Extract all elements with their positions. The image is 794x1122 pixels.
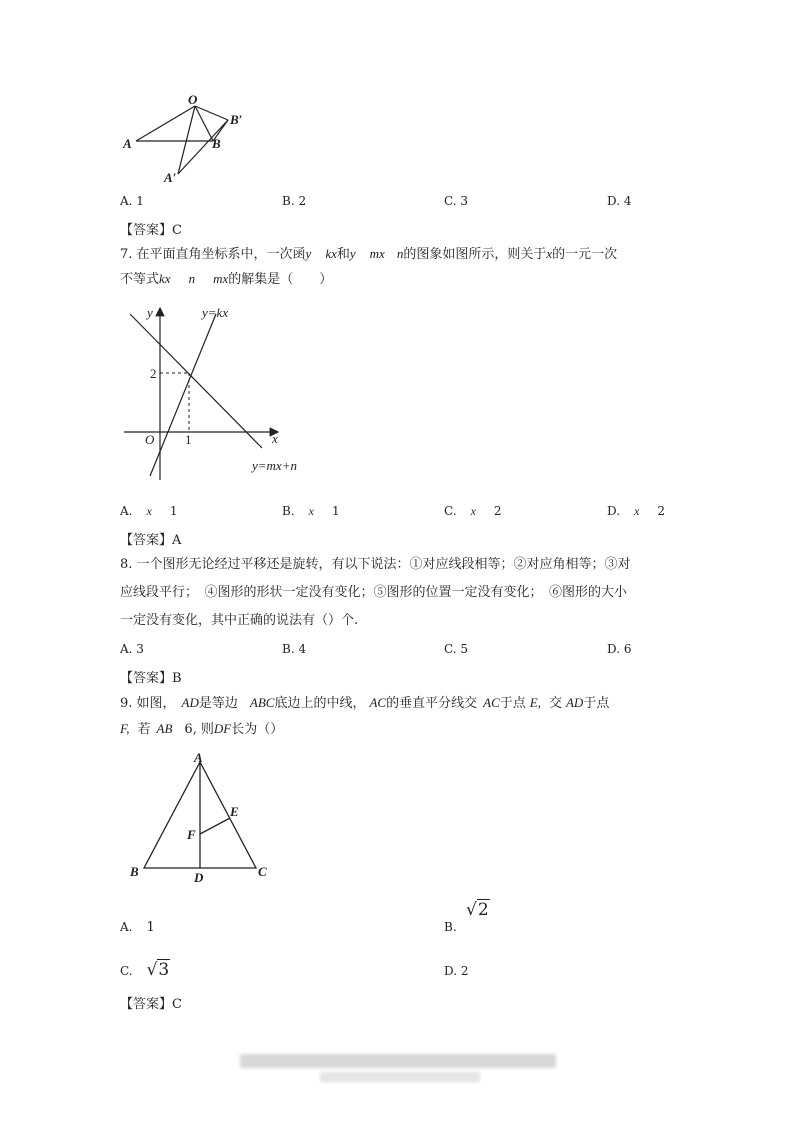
label-B: B: [212, 136, 221, 151]
label-y-axis: y: [147, 305, 153, 320]
q9-text-g: 于点: [583, 696, 610, 711]
q9-option-d[interactable]: D. 2: [444, 964, 469, 978]
line-y-mx-n: [130, 314, 262, 448]
q8-option-a[interactable]: A. 3: [120, 642, 144, 656]
q9-text-b: 是等边: [198, 696, 238, 711]
q7-option-a[interactable]: [120, 504, 177, 519]
q7-option-b[interactable]: [282, 504, 340, 519]
q9-option-a-val: 1: [146, 920, 155, 935]
label-A: A: [194, 750, 203, 765]
q7-text-a: 7. 在平面直角坐标系中，一次函: [120, 247, 306, 262]
sqrt-icon: √: [466, 900, 477, 920]
q6-option-c[interactable]: C. 3: [444, 194, 469, 208]
q6-option-b[interactable]: B. 2: [282, 194, 307, 208]
q7-text-he: 和: [336, 247, 350, 262]
q9-var-ABC: ABC: [249, 695, 275, 710]
figure-q9-triangle: [124, 748, 284, 888]
label-F: F: [187, 827, 196, 842]
q9-text-e: 于点: [499, 696, 526, 711]
label-B: B: [130, 864, 139, 879]
q9-val-6: 6,: [184, 722, 197, 737]
q9-var-E: E,: [529, 695, 541, 710]
segment-FE: [200, 818, 230, 834]
q7-option-b-var: x: [308, 504, 314, 518]
label-E: E: [230, 804, 239, 819]
q9-var-AD: AD: [181, 695, 199, 710]
label-line-kx: y=kx: [202, 305, 229, 320]
q7-text-c: 的一元一次: [552, 247, 618, 262]
q7-var-y2: y: [349, 246, 356, 261]
q9-option-a-label: A.: [120, 920, 133, 934]
segment-OBprime: [195, 106, 228, 120]
segment-OA: [136, 106, 195, 141]
q9-text-ruo: 若: [137, 722, 151, 737]
q9-text-c: 底边上的中线，: [274, 696, 366, 711]
q7-option-b-label: B.: [282, 504, 295, 518]
q7-var-n2: n: [188, 271, 196, 286]
q9-var-AD2: AD: [565, 695, 584, 710]
q9-text-a: 9. 如图，: [120, 696, 176, 711]
label-O: O: [188, 92, 198, 107]
q9-line1: [120, 694, 609, 713]
q7-var-mx: mx: [369, 246, 385, 261]
q7-option-d-var: x: [634, 504, 640, 518]
q7-line1: [120, 245, 617, 264]
q9-var-AB: AB: [156, 721, 173, 736]
figure-q7-graph: [118, 298, 318, 488]
q9-option-b-sqrt: [466, 900, 490, 920]
label-C: C: [258, 864, 267, 879]
q9-option-c-sqrt: [147, 959, 171, 980]
q7-var-x: x: [546, 246, 553, 261]
q7-option-c-val: 2: [493, 504, 502, 518]
q7-text-l2b: 的解集是（ ）: [228, 272, 333, 287]
sqrt-icon: √: [146, 960, 158, 980]
q8-line3: 一定没有变化，其中正确的说法有（）个.: [120, 613, 359, 628]
q9-option-c[interactable]: [120, 960, 170, 980]
q9-option-a[interactable]: [120, 920, 155, 935]
q9-var-AC: AC: [369, 695, 387, 710]
q6-answer: 【答案】C: [120, 223, 182, 238]
q8-answer: 【答案】B: [120, 671, 182, 686]
q9-text-ze: 则: [200, 722, 214, 737]
q7-var-y1: y: [305, 246, 312, 261]
q9-option-c-label: C.: [120, 964, 133, 978]
q9-line2: [120, 720, 283, 739]
q9-text-c2: 长为（）: [231, 722, 284, 737]
q8-option-d[interactable]: D. 6: [607, 642, 632, 656]
q7-option-d[interactable]: [607, 504, 665, 519]
q7-var-mx2: mx: [213, 271, 229, 286]
q7-option-b-val: 1: [331, 504, 340, 518]
q8-option-b[interactable]: B. 4: [282, 642, 307, 656]
q7-option-d-label: D.: [607, 504, 621, 518]
q9-option-b-val: 2: [477, 900, 489, 920]
q9-option-b-label: B.: [444, 920, 457, 934]
label-B-prime: B′: [230, 112, 243, 127]
segment-OAprime: [178, 106, 195, 174]
q6-option-d[interactable]: D. 4: [607, 194, 632, 208]
q7-var-kx2: kx: [159, 271, 171, 286]
q7-option-c-label: C.: [444, 504, 457, 518]
label-D: D: [194, 870, 204, 885]
label-tick-1: 1: [185, 432, 192, 447]
q7-option-a-var: x: [146, 504, 152, 518]
q9-var-DF: DF: [213, 721, 232, 736]
q9-var-AC2: AC: [483, 695, 500, 710]
q8-option-c[interactable]: C. 5: [444, 642, 469, 656]
label-line-mxn: y=mx+n: [252, 458, 297, 473]
q9-var-F: F,: [120, 721, 130, 736]
label-A: A: [123, 136, 132, 151]
q7-option-c[interactable]: [444, 504, 502, 519]
q7-option-c-var: x: [470, 504, 476, 518]
label-A-prime: A′: [164, 170, 177, 185]
label-tick-2: 2: [150, 366, 157, 381]
q7-var-kx: kx: [325, 246, 337, 261]
figure-q6-rotation: [118, 92, 258, 188]
q7-var-n: n: [396, 246, 404, 261]
label-origin: O: [145, 432, 155, 447]
q7-option-a-label: A.: [120, 504, 133, 518]
q6-option-a[interactable]: A. 1: [120, 194, 144, 208]
q7-line2: [120, 270, 332, 289]
q9-answer: 【答案】C: [120, 997, 182, 1012]
q8-line2: 应线段平行； ④图形的形状一定没有变化；⑤图形的位置一定没有变化； ⑥图形的大小: [120, 585, 628, 600]
label-x-axis: x: [272, 431, 278, 446]
q9-text-f: 交: [548, 696, 562, 711]
q7-option-a-val: 1: [169, 504, 178, 518]
q7-text-b: 的图象如图所示，则关于: [403, 247, 547, 262]
q7-text-l2a: 不等式: [120, 272, 160, 287]
segment-OB: [195, 106, 213, 141]
q9-text-d: 的垂直平分线交: [386, 696, 478, 711]
q8-line1: 8. 一个图形无论经过平移还是旋转，有以下说法：①对应线段相等；②对应角相等；③对: [120, 557, 631, 572]
footer-blurred-watermark: [240, 1054, 556, 1086]
q7-answer: 【答案】A: [120, 533, 182, 548]
q9-option-c-val: 3: [158, 960, 170, 980]
q7-option-d-val: 2: [657, 504, 665, 518]
